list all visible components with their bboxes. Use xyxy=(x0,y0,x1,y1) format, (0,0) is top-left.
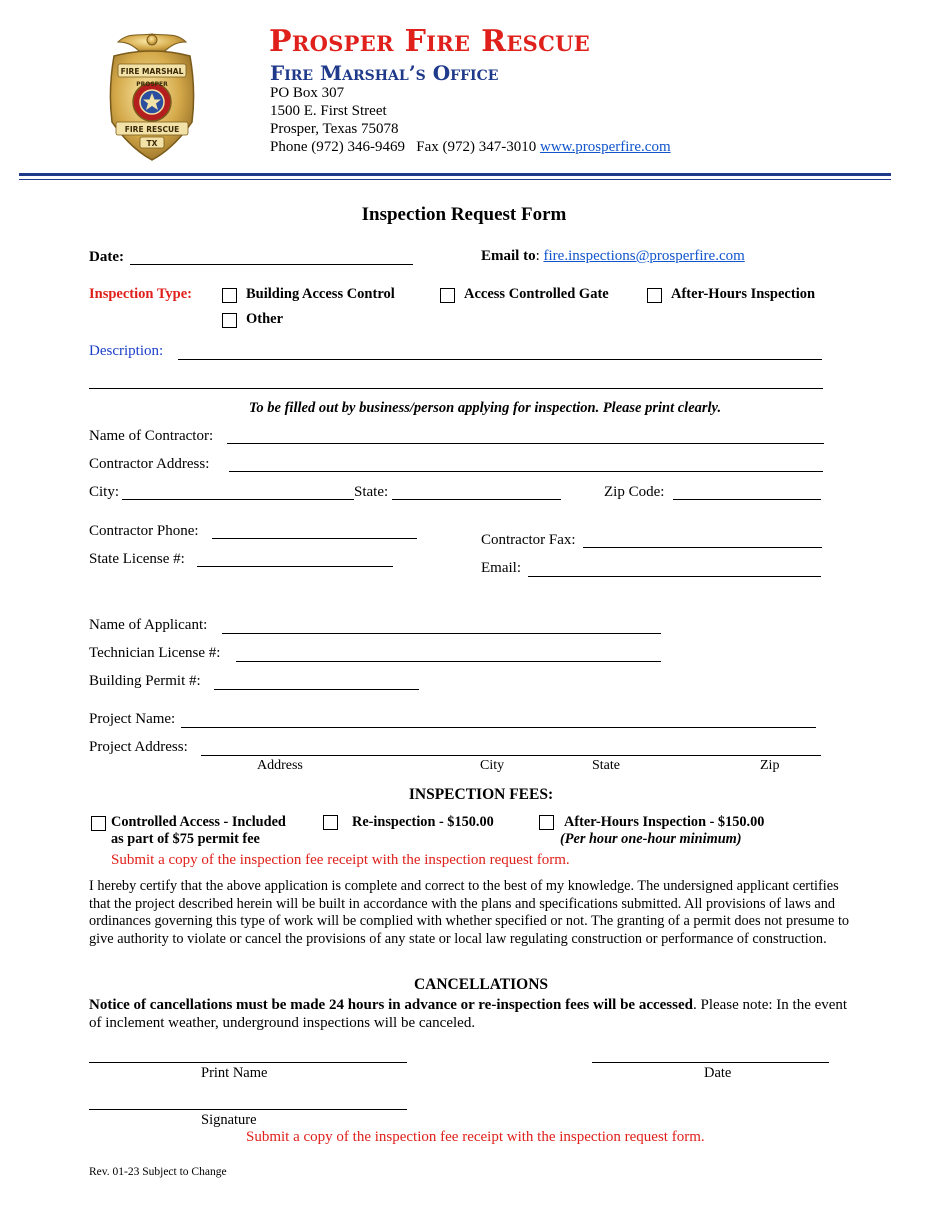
project-address-label: Project Address: xyxy=(89,739,188,755)
sublabel-zip: Zip xyxy=(760,758,780,773)
revision-note: Rev. 01-23 Subject to Change xyxy=(89,1166,227,1178)
email-label: Email: xyxy=(481,560,521,576)
contractor-address-field[interactable] xyxy=(229,471,823,472)
address-line-1: PO Box 307 xyxy=(270,85,345,101)
badge-state: TX xyxy=(146,139,158,148)
signature-field[interactable] xyxy=(89,1109,407,1110)
city-field[interactable] xyxy=(122,499,354,500)
technician-license-field[interactable] xyxy=(236,661,661,662)
fee-reinspection: Re-inspection - $150.00 xyxy=(352,814,494,830)
contractor-phone-label: Contractor Phone: xyxy=(89,523,199,539)
email-separator: : xyxy=(535,248,540,264)
contractor-fax-label: Contractor Fax: xyxy=(481,532,576,548)
form-title: Inspection Request Form xyxy=(361,204,567,225)
checkbox-reinspection-fee[interactable] xyxy=(323,815,338,830)
option-access-controlled-gate: Access Controlled Gate xyxy=(464,286,609,302)
org-name: Prosper Fire Rescue xyxy=(269,24,591,59)
checkbox-access-controlled-gate[interactable] xyxy=(440,288,455,303)
building-permit-field[interactable] xyxy=(214,689,419,690)
project-address-field[interactable] xyxy=(201,755,821,756)
email-to-label: Email to xyxy=(481,248,536,264)
bottom-notice: Submit a copy of the inspection fee receipt with the inspection request form. xyxy=(246,1129,705,1145)
description-label: Description: xyxy=(89,343,164,359)
cancellations-title: CANCELLATIONS xyxy=(413,976,549,993)
cancellations-bold-text: Notice of cancellations must be made 24 hours in advance or re-inspection fees will be accessed xyxy=(89,997,693,1013)
building-permit-label: Building Permit #: xyxy=(89,673,201,689)
option-building-access-control: Building Access Control xyxy=(246,286,395,302)
option-after-hours-inspection: After-Hours Inspection xyxy=(671,286,816,302)
badge-arc-text: PROSPER xyxy=(136,81,168,88)
applicant-name-label: Name of Applicant: xyxy=(89,617,208,633)
state-field[interactable] xyxy=(392,499,561,500)
date-label: Date: xyxy=(89,249,124,265)
badge-bottom-ribbon: FIRE RESCUE xyxy=(124,125,180,134)
sublabel-address: Address xyxy=(257,758,303,773)
fee-after-hours-line2: (Per hour one-hour minimum) xyxy=(560,831,742,847)
signature-date-field[interactable] xyxy=(592,1062,829,1063)
zip-field[interactable] xyxy=(673,499,821,500)
email-address-link[interactable]: fire.inspections@prosperfire.com xyxy=(543,248,745,264)
contractor-fax-field[interactable] xyxy=(583,547,822,548)
print-name-label: Print Name xyxy=(201,1065,268,1081)
project-name-field[interactable] xyxy=(181,727,816,728)
website-link[interactable]: www.prosperfire.com xyxy=(539,139,671,155)
checkbox-controlled-access-fee[interactable] xyxy=(91,816,106,831)
signature-label: Signature xyxy=(201,1112,257,1128)
zip-label: Zip Code: xyxy=(604,484,665,500)
phone-fax-line xyxy=(270,139,671,156)
inspection-type-label: Inspection Type: xyxy=(89,286,192,302)
address-line-3: Prosper, Texas 75078 xyxy=(270,121,399,137)
contractor-phone-field[interactable] xyxy=(212,538,417,539)
fee-after-hours-line1: After-Hours Inspection - $150.00 xyxy=(564,814,765,830)
checkbox-other[interactable] xyxy=(222,313,237,328)
email-field[interactable] xyxy=(528,576,821,577)
applicant-name-field[interactable] xyxy=(222,633,661,634)
state-label: State: xyxy=(354,484,389,500)
technician-license-label: Technician License #: xyxy=(89,645,221,661)
signature-date-label: Date xyxy=(704,1065,732,1081)
certification-text: I hereby certify that the above application is complete and correct to the best of my knowledge. The undersigned applicant certifies that the project described herein will be built in accordance with the plans and specifications submitted. All provisions of laws and ordinances governing this type of work will be complied with whether specified or not. The granting of a permit does not presume to give authority to violate or cancel the provisions of any state or local law regulating construction or performance of construction. xyxy=(89,878,850,947)
office-name: Fire Marshal’s Office xyxy=(270,61,499,85)
address-line-2: 1500 E. First Street xyxy=(270,103,387,119)
contractor-name-label: Name of Contractor: xyxy=(89,428,214,444)
checkbox-after-hours-fee[interactable] xyxy=(539,815,554,830)
fee-controlled-access-line1: Controlled Access - Included xyxy=(111,814,286,830)
sublabel-city: City xyxy=(480,758,505,773)
header-divider-thin xyxy=(19,179,891,180)
city-label: City: xyxy=(89,484,120,500)
cancellations-notice xyxy=(89,996,859,1032)
fee-notice: Submit a copy of the inspection fee receipt with the inspection request form. xyxy=(111,852,570,868)
badge-top-ribbon: FIRE MARSHAL xyxy=(120,67,184,76)
checkbox-building-access-control[interactable] xyxy=(222,288,237,303)
contractor-address-label: Contractor Address: xyxy=(89,456,210,472)
cancellations-rest-text: . Please note: In the event of inclement weather, underground inspections will be canceled. xyxy=(89,997,848,1031)
instruction-text: To be filled out by business/person applying for inspection. Please print clearly. xyxy=(248,400,722,416)
state-license-label: State License #: xyxy=(89,551,185,567)
state-license-field[interactable] xyxy=(197,566,393,567)
date-field[interactable] xyxy=(130,264,413,265)
phone-fax-text: Phone (972) 346-9469 Fax (972) 347-3010 xyxy=(270,139,537,155)
header-divider xyxy=(19,173,891,176)
fee-controlled-access-line2: as part of $75 permit fee xyxy=(111,831,260,847)
sublabel-state: State xyxy=(592,758,620,773)
option-other: Other xyxy=(246,311,284,327)
print-name-field[interactable] xyxy=(89,1062,407,1063)
contractor-name-field[interactable] xyxy=(227,443,824,444)
description-field-2[interactable] xyxy=(89,388,823,389)
fees-title: INSPECTION FEES: xyxy=(408,786,554,803)
fire-badge-logo xyxy=(100,30,204,164)
project-name-label: Project Name: xyxy=(89,711,176,727)
checkbox-after-hours-inspection[interactable] xyxy=(647,288,662,303)
email-to xyxy=(481,248,745,265)
description-field-1[interactable] xyxy=(178,359,822,360)
